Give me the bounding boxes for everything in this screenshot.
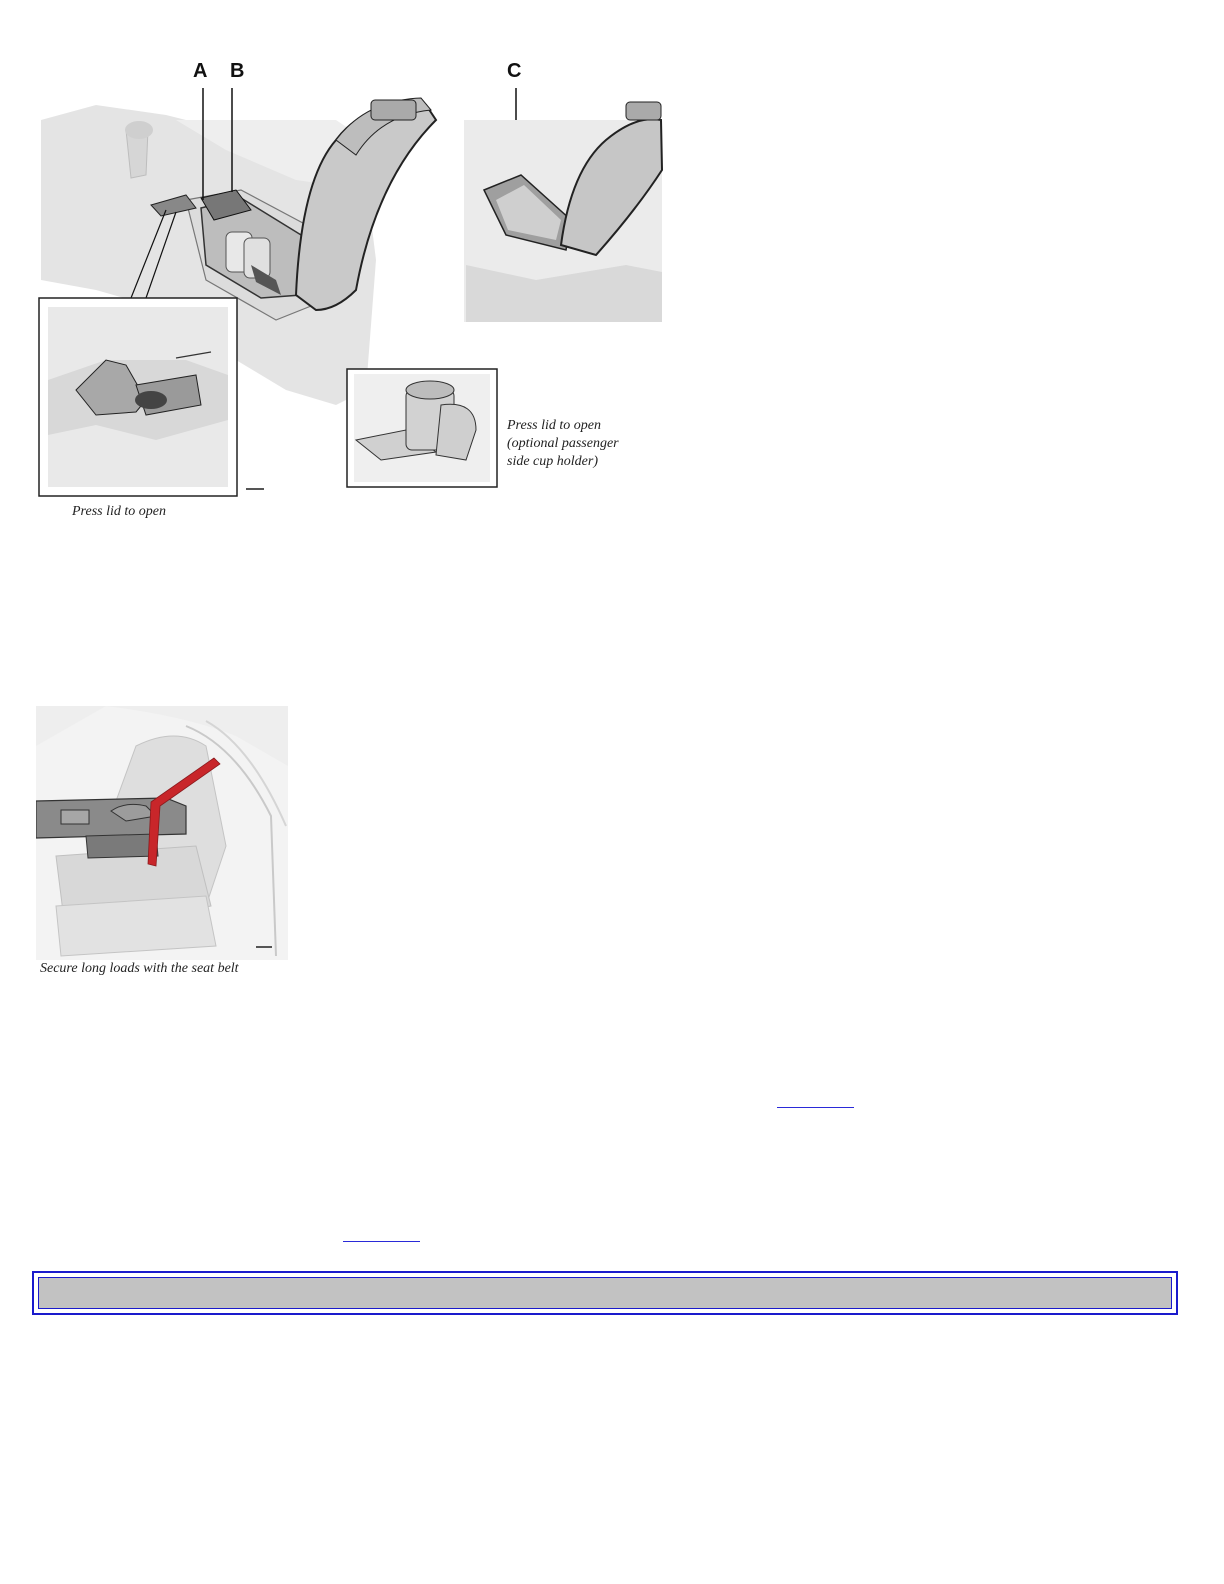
caption-secure-long-loads: Secure long loads with the seat belt (40, 961, 239, 976)
navigation-bar (32, 1271, 1178, 1315)
callout-a: A (193, 60, 208, 82)
caption-cup-holder-line-1: Press lid to open (507, 418, 601, 433)
navigation-bar-inner (38, 1277, 1172, 1309)
caption-cup-holder-line-2: (optional passenger (507, 436, 619, 451)
page-link[interactable] (777, 1107, 854, 1108)
page-link[interactable] (343, 1241, 420, 1242)
callout-c: C (507, 60, 522, 82)
caption-press-lid: Press lid to open (72, 504, 166, 519)
caption-cup-holder-line-3: side cup holder) (507, 454, 598, 469)
callout-b: B (230, 60, 245, 82)
seat-belt-load-illustration (36, 706, 288, 960)
caption-cup-holder (507, 417, 619, 471)
